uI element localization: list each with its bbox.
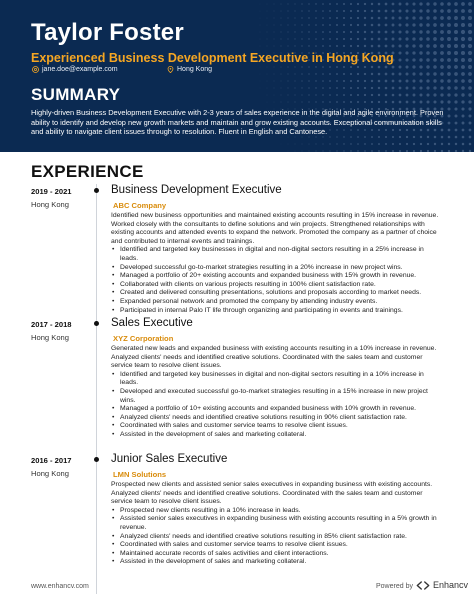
candidate-name: Taylor Foster [31,19,184,46]
job-description [111,345,441,440]
brand-name: Enhancv [433,580,469,590]
list-item: • Developed and executed successful go-to-market strategies resulting in a 15% increase in new project wins. [111,388,441,405]
job-title: Sales Executive [111,317,193,329]
contact-email[interactable] [32,66,118,73]
job-dates: 2017 - 2018 [31,320,72,329]
list-item: • Analyzed clients' needs and identified creative solutions resulting in 90% client satisfaction rate. [111,414,441,423]
powered-by-label: Powered by [376,583,413,590]
company-name: LMN Solutions [113,470,167,479]
experience-heading: EXPERIENCE [31,162,144,181]
job-title: Business Development Executive [111,184,282,196]
list-item: • Managed a portfolio of 10+ existing accounts and expanded business with 10% growth in revenue. [111,405,441,414]
location-text: Hong Kong [177,66,213,73]
email-text: jane.doe@example.com [42,66,118,73]
email-icon [32,66,39,73]
job-dates: 2019 - 2021 [31,187,72,196]
job-dates: 2016 - 2017 [31,456,72,465]
location-pin-icon [167,66,174,73]
timeline-line [96,184,97,594]
brand-logo[interactable] [416,580,468,590]
timeline-dot [94,188,99,193]
summary-paragraph: Highly-driven Business Development Executive with 2-3 years of sales experience in the digital and agile environment. Proven ability to identify and develop new growth markets and maintain and grow existing accounts. Exceptional communication skills and ability to navigate client issues through to resolution. Fluent in English and Cantonese. [31,108,444,137]
job-summary: Generated new leads and expanded business with existing accounts resulting in a 10% increase in revenue. Analyzed clients' needs and identified creative solutions. Coordinated with the sales team and customer service team to resolve client issues. [111,345,437,370]
job-summary: Identified new business opportunities and maintained existing accounts resulting in 15% increase in revenue. Worked closely with the consultants to define solutions and win projects. Strengthened relationships with existing accounts and attended events to expand the network. Promoted the company as a partner of choice and contributed to internal events and trainings. [111,212,439,245]
list-item: • Coordinated with sales and customer service teams to resolve client issues. [111,541,441,550]
job-description [111,212,441,315]
list-item: • Assisted senior sales executives in expanding business with existing accounts resulting in a 5% growth in revenue. [111,515,441,532]
list-item: • Assisted in the development of sales and marketing collateral. [111,558,441,567]
job-location: Hong Kong [31,333,69,342]
summary-heading: SUMMARY [31,85,121,104]
contact-location [167,66,212,73]
list-item: • Collaborated with clients on various projects resulting in 100% client satisfaction rate. [111,281,441,290]
achievement-list [111,246,441,315]
achievement-list [111,371,441,440]
list-item: • Expanded personal network and promoted the company by attending industry events. [111,298,441,307]
list-item: • Developed successful go-to-market strategies resulting in a 20% increase in new project wins. [111,264,441,273]
enhancv-logo-icon [416,581,430,590]
candidate-headline: Experienced Business Development Executive in Hong Kong [31,51,394,65]
page-footer [0,578,474,613]
job-title: Junior Sales Executive [111,453,228,465]
company-name: ABC Company [113,201,167,210]
timeline-dot [94,321,99,326]
list-item: • Identified and targeted key businesses in digital and non-digital sectors resulting in a 10% increase in leads. [111,371,441,388]
list-item: • Prospected new clients resulting in a 10% increase in leads. [111,507,441,516]
footer-site-link[interactable]: www.enhancv.com [31,583,89,590]
list-item: • Analyzed clients' needs and identified creative solutions resulting in 85% client satisfaction rate. [111,533,441,542]
list-item: • Maintained accurate records of sales activities and client interactions. [111,550,441,559]
list-item: • Participated in internal Palo IT life through organizing and participating in events and trainings. [111,307,441,316]
list-item: • Assisted in the development of sales and marketing collateral. [111,431,441,440]
job-location: Hong Kong [31,200,69,209]
list-item: • Coordinated with sales and customer service teams to resolve client issues. [111,422,441,431]
company-name: XYZ Corporation [113,334,174,343]
job-description [111,481,441,567]
job-location: Hong Kong [31,469,69,478]
list-item: • Created and delivered consulting presentations, solutions and proposals according to market needs. [111,289,441,298]
job-summary: Prospected new clients and assisted senior sales executives in expanding business with existing accounts. Analyzed clients' needs and identified creative solutions. Coordinated with the sales team and customer service team to resolve client issues. [111,481,433,506]
resume-header [0,0,474,152]
achievement-list [111,507,441,567]
timeline-dot [94,457,99,462]
list-item: • Managed a portfolio of 20+ existing accounts and expanded business with 15% growth in revenue. [111,272,441,281]
list-item: • Identified and targeted key businesses in digital and non-digital sectors resulting in a 25% increase in leads. [111,246,441,263]
